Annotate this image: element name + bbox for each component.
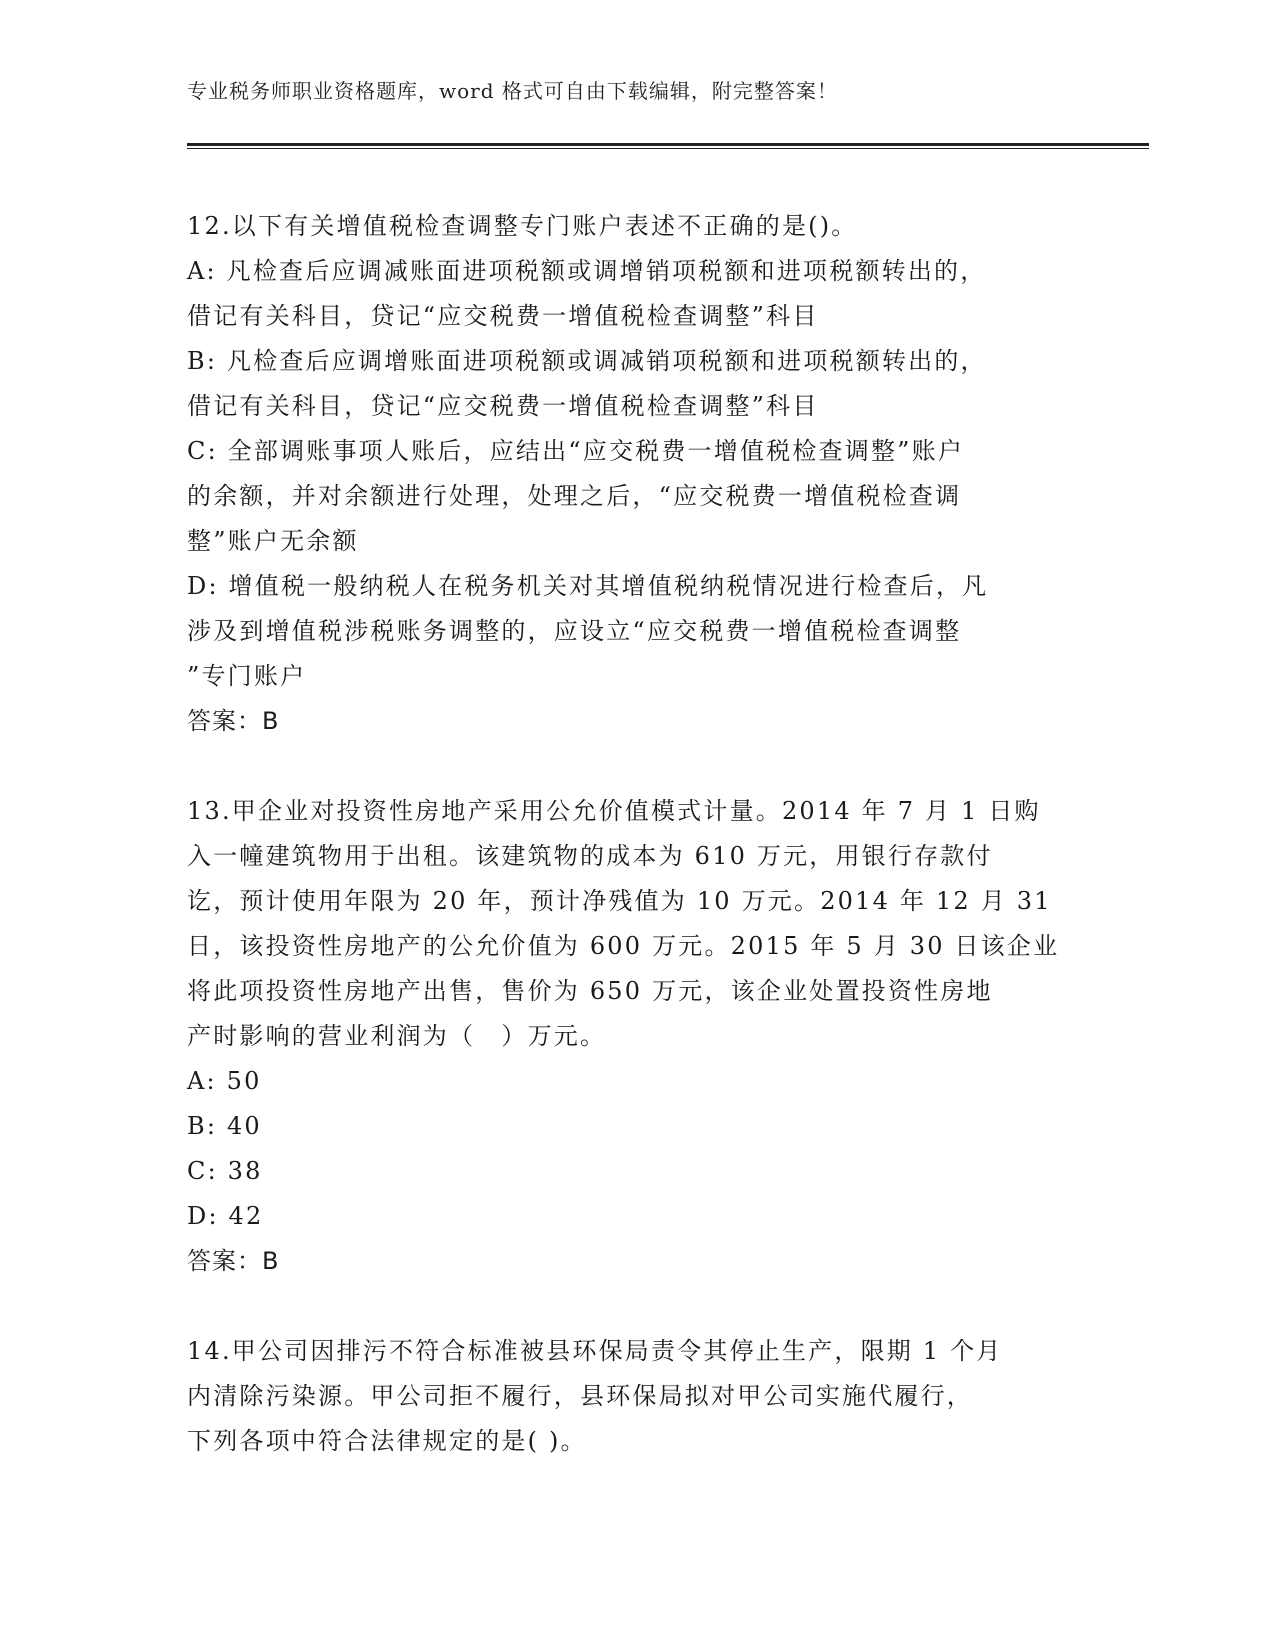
question-stem-line: 13.甲企业对投资性房地产采用公允价值模式计量。2014 年 7 月 1 日购 [187,797,1041,825]
question-spacer [187,1284,1087,1329]
question-stem-line: 将此项投资性房地产出售，售价为 650 万元，该企业处置投资性房地 [187,977,993,1005]
option-c-line: 整”账户无余额 [187,527,359,555]
option-d-line: D: 增值税一般纳税人在税务机关对其增值税纳税情况进行检查后，凡 [187,572,989,600]
header-divider [187,143,1149,149]
option-b-line: B: 凡检查后应调增账面进项税额或调减销项税额和进项税额转出的， [187,347,987,375]
option-c-line: C: 全部调账事项人账后，应结出“应交税费一增值税检查调整”账户 [187,437,965,465]
answer-label: 答案：B [187,707,280,735]
question-stem-line: 内清除污染源。甲公司拒不履行，县环保局拟对甲公司实施代履行， [187,1382,973,1410]
option-b-line: 借记有关科目，贷记“应交税费一增值税检查调整”科目 [187,392,819,420]
question-stem-line: 讫，预计使用年限为 20 年，预计净残值为 10 万元。2014 年 12 月 31 [187,887,1052,915]
question-list [187,204,1087,1464]
question-14 [187,1329,1087,1464]
option-b-line: B: 40 [187,1112,262,1140]
option-d-line: 涉及到增值税涉税账务调整的，应设立“应交税费一增值税检查调整 [187,617,962,645]
option-d-line: D: 42 [187,1202,264,1230]
option-c-line: C: 38 [187,1157,263,1185]
option-d-line: ”专门账户 [187,662,307,690]
question-stem-line: 日，该投资性房地产的公允价值为 600 万元。2015 年 5 月 30 日该企业 [187,932,1060,960]
question-stem-line: 12.以下有关增值税检查调整专门账户表述不正确的是()。 [187,212,858,240]
page-header: 专业税务师职业资格题库，word 格式可自由下载编辑，附完整答案！ [187,79,838,103]
answer-label: 答案：B [187,1247,280,1275]
question-stem-line: 下列各项中符合法律规定的是( )。 [187,1427,587,1455]
question-13 [187,789,1087,1284]
option-a-line: A: 凡检查后应调减账面进项税额或调增销项税额和进项税额转出的， [187,257,987,285]
question-stem-line: 14.甲公司因排污不符合标准被县环保局责令其停止生产，限期 1 个月 [187,1337,1003,1365]
question-spacer [187,744,1087,789]
option-a-line: 借记有关科目，贷记“应交税费一增值税检查调整”科目 [187,302,819,330]
question-12 [187,204,1087,744]
question-stem-line: 产时影响的营业利润为（ ）万元。 [187,1022,607,1050]
option-c-line: 的余额，并对余额进行处理，处理之后，“应交税费一增值税检查调 [187,482,962,510]
option-a-line: A: 50 [187,1067,262,1095]
question-stem-line: 入一幢建筑物用于出租。该建筑物的成本为 610 万元，用银行存款付 [187,842,993,870]
